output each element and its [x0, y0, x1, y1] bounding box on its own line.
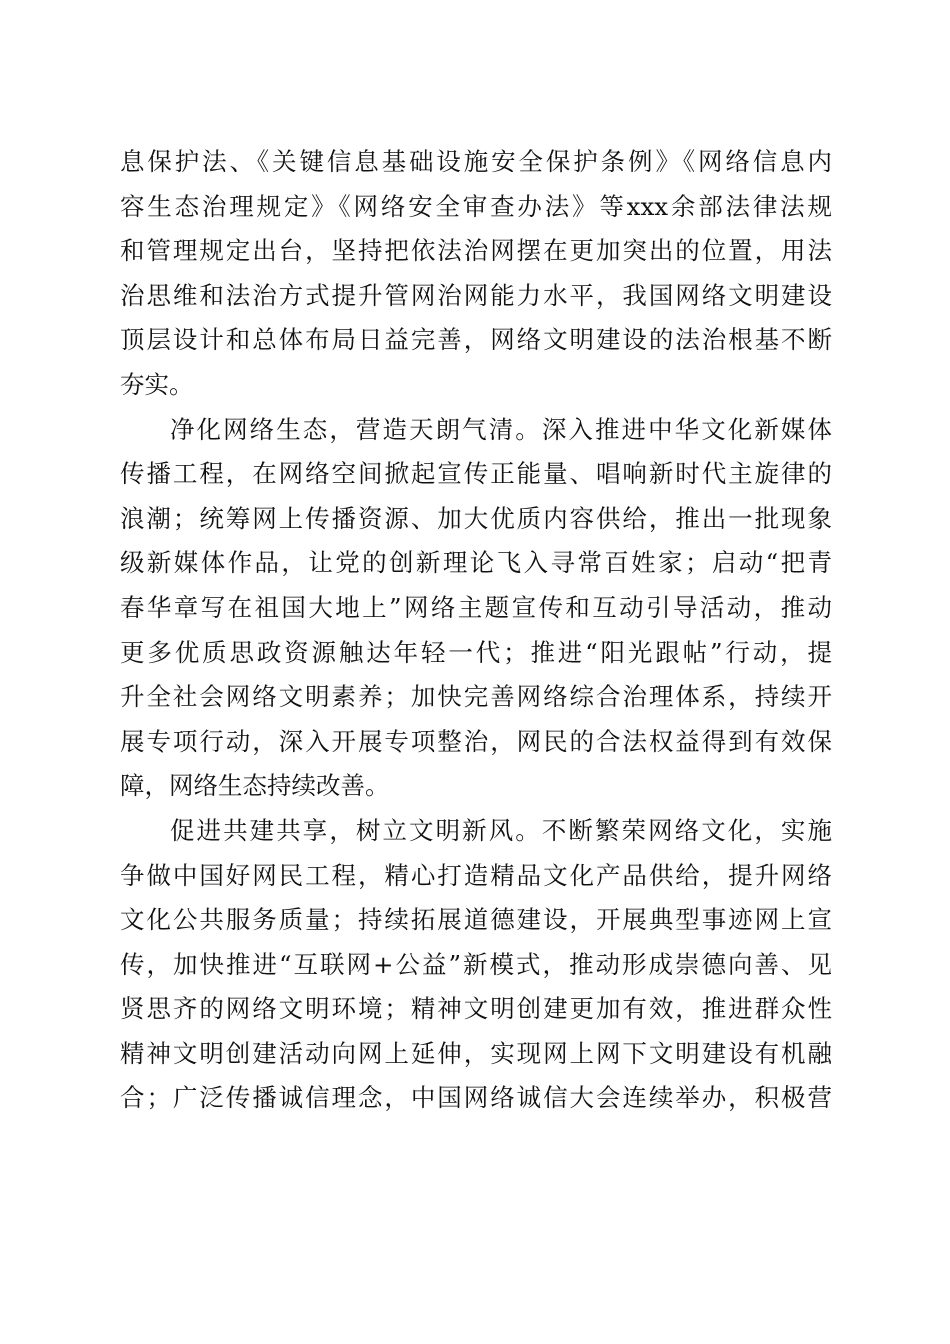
text-line: 级新媒体作品，让党的创新理论飞入寻常百姓家；启动“把青 [120, 548, 832, 578]
text-line: 合；广泛传播诚信理念，中国网络诚信大会连续举办，积极营 [120, 1083, 832, 1113]
text-line: 夯实。 [120, 369, 194, 399]
text-line: 文化公共服务质量；持续拓展道德建设，开展典型事迹网上宣 [120, 905, 832, 935]
text-line: 治思维和法治方式提升管网治网能力水平，我国网络文明建设 [120, 280, 832, 310]
text-line: 促进共建共享，树立文明新风。不断繁荣网络文化，实施 [170, 815, 832, 845]
text-line: 净化网络生态，营造天朗气清。深入推进中华文化新媒体 [170, 414, 832, 444]
text-line: 更多优质思政资源触达年轻一代；推进“阳光跟帖”行动，提 [120, 637, 832, 667]
text-line: 顶层设计和总体布局日益完善，网络文明建设的法治根基不断 [120, 325, 832, 355]
text-line: 容生态治理规定》《网络安全审查办法》等xxx余部法律法规 [120, 191, 832, 221]
text-line: 贤思齐的网络文明环境；精神文明创建更加有效，推进群众性 [120, 994, 832, 1024]
text-line: 障，网络生态持续改善。 [120, 771, 390, 801]
paragraph-legal-framework [120, 140, 832, 408]
text-line: 传，加快推进“互联网+公益”新模式，推动形成崇德向善、见 [120, 949, 832, 979]
text-line: 传播工程，在网络空间掀起宣传正能量、唱响新时代主旋律的 [120, 459, 832, 489]
body-text [120, 140, 832, 1121]
text-line: 展专项行动，深入开展专项整治，网民的合法权益得到有效保 [120, 726, 832, 756]
text-line: 浪潮；统筹网上传播资源、加大优质内容供给，推出一批现象 [120, 503, 832, 533]
text-line: 升全社会网络文明素养；加快完善网络综合治理体系，持续开 [120, 682, 832, 712]
paragraph-shared-civilization [120, 809, 832, 1121]
text-line: 精神文明创建活动向网上延伸，实现网上网下文明建设有机融 [120, 1038, 832, 1068]
text-line: 息保护法、《关键信息基础设施安全保护条例》《网络信息内 [120, 147, 832, 176]
text-line: 争做中国好网民工程，精心打造精品文化产品供给，提升网络 [120, 860, 832, 890]
text-line: 春华章写在祖国大地上”网络主题宣传和互动引导活动，推动 [120, 592, 832, 622]
text-line: 和管理规定出台，坚持把依法治网摆在更加突出的位置，用法 [120, 236, 832, 266]
paragraph-network-ecology [120, 408, 832, 809]
